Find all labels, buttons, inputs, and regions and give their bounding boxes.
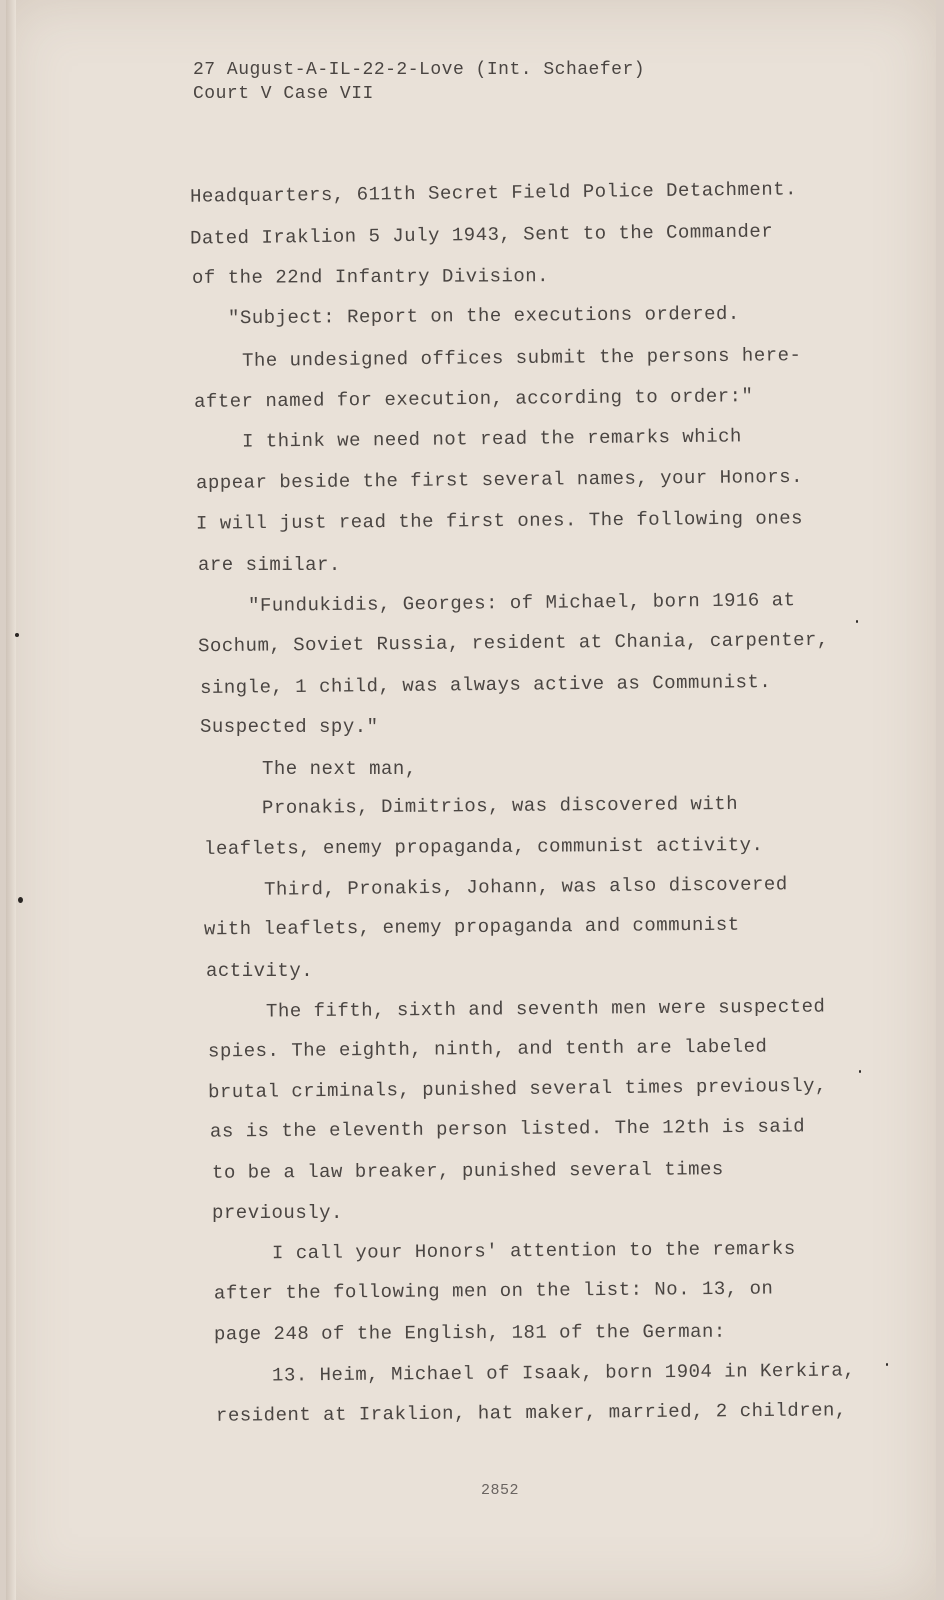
body-line: as is the eleventh person listed. The 12th is said [209,1115,806,1143]
speck [856,620,858,623]
body-line: I will just read the first ones. The following ones [195,507,804,535]
speck [859,1070,861,1073]
body-line: "Fundukidis, Georges: of Michael, born 1916 at [247,589,796,617]
document-page [6,0,936,1600]
body-line: spies. The eighth, ninth, and tenth are labeled [207,1035,768,1063]
body-line: to be a law breaker, punished several times [211,1158,724,1184]
body-line: brutal criminals, punished several times previously, [207,1074,828,1104]
body-line: resident at Iraklion, hat maker, married, 2 children, [215,1399,847,1427]
body-line: after named for execution, according to order:" [193,385,754,413]
paper-edge [6,0,16,1600]
body-line: are similar. [198,554,341,576]
page-number: 2852 [481,1482,520,1499]
body-line: of the 22nd Infantry Division. [191,265,550,289]
body-line: The undesigned offices submit the persons here- [241,344,802,372]
header-line-2: Court V Case VII [193,84,374,104]
speck [18,897,23,903]
body-line: Third, Pronakis, Johann, was also discovered [263,873,788,901]
body-line: "Subject: Report on the executions ordered. [227,302,740,330]
body-line: Pronakis, Dimitrios, was discovered with [261,792,739,820]
speck [886,1363,888,1366]
body-line: previously. [212,1202,343,1224]
body-line: activity. [206,960,314,982]
body-line: 13. Heim, Michael of Isaak, born 1904 in Kerkira, [271,1359,856,1387]
body-line: page 248 of the English, 181 of the German: [213,1320,726,1346]
body-line: leaflets, enemy propaganda, communist activity. [203,834,764,860]
body-line: I call your Honors' attention to the remarks [271,1237,796,1265]
body-line: I think we need not read the remarks which [241,425,742,453]
body-line: appear beside the first several names, your Honors. [195,465,804,495]
body-line: The fifth, sixth and seventh men were suspected [265,995,826,1023]
body-line: with leaflets, enemy propaganda and communist [203,913,740,941]
body-line: The next man, [262,758,417,780]
body-line: Dated Iraklion 5 July 1943, Sent to the Commander [189,220,774,250]
body-line: single, 1 child, was always active as Communist. [199,671,772,699]
body-line: after the following men on the list: No. 13, on [213,1277,774,1305]
body-line: Sochum, Soviet Russia, resident at Chania, carpenter, [197,628,829,658]
speck [15,633,19,637]
body-line: Headquarters, 611th Secret Field Police Detachment. [189,178,798,208]
header-line-1: 27 August-A-IL-22-2-Love (Int. Schaefer) [193,60,646,80]
body-line: Suspected spy." [200,716,379,738]
